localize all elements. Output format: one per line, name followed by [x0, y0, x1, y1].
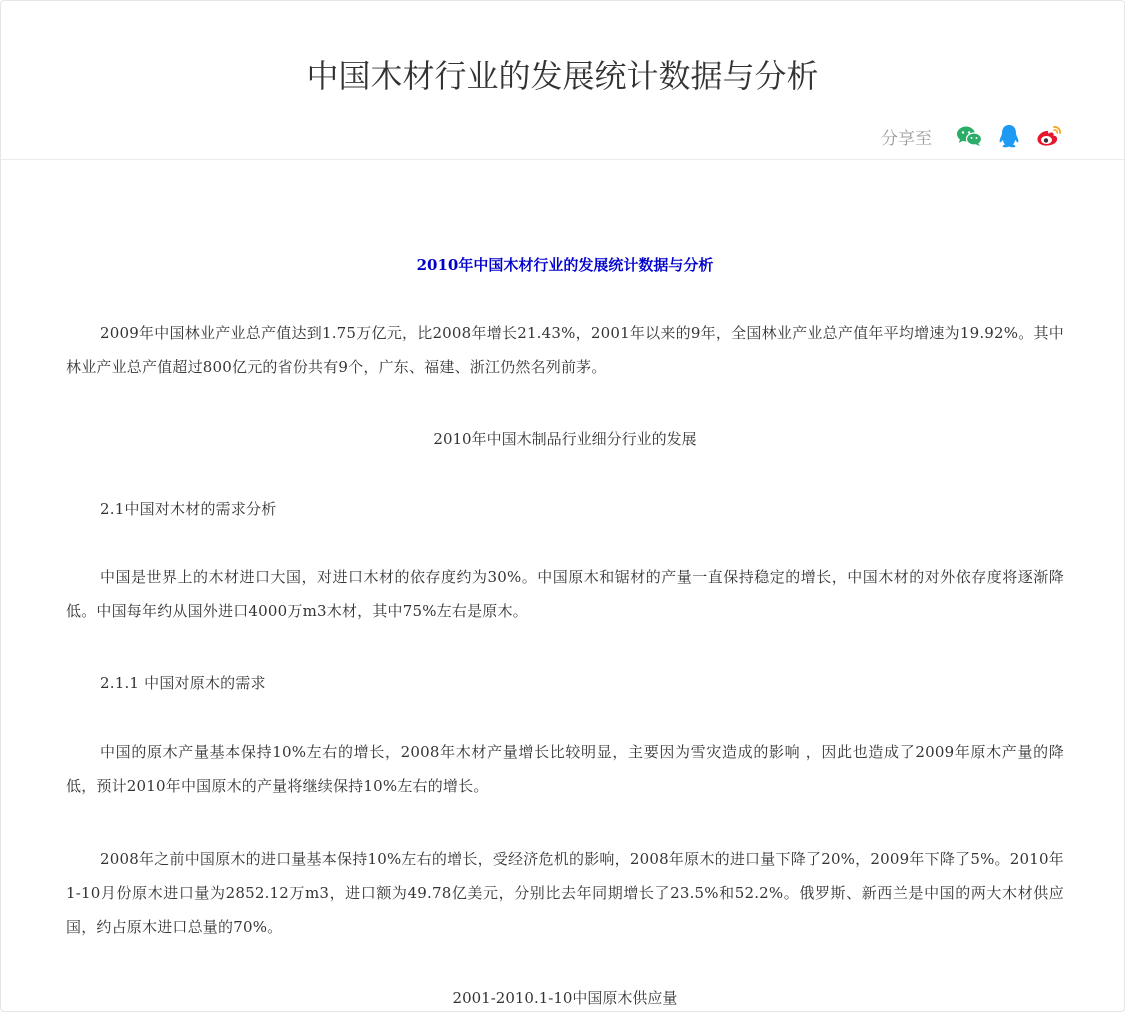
paragraph-2: 中国是世界上的木材进口大国，对进口木材的依存度约为30%。中国原木和锯材的产量一直保持稳定的增长，中国木材的对外依存度将逐渐降低。中国每年约从国外进口4000万m3木材，其中75%左右是原木。: [66, 568, 1064, 620]
share-label: 分享至: [881, 128, 932, 149]
wechat-icon[interactable]: [954, 121, 984, 151]
weibo-icon[interactable]: [1034, 121, 1064, 151]
page-title: 中国木材行业的发展统计数据与分析: [306, 57, 819, 95]
section-heading-4: 2001-2010.1-10中国原木供应量: [452, 989, 678, 1007]
section-heading-2: 2.1中国对木材的需求分析: [100, 500, 277, 518]
paragraph-4: 2008年之前中国原木的进口量基本保持10%左右的增长，受经济危机的影响，2008年原木的进口量下降了20%，2009年下降了5%。2010年1-10月份原木进口量为2852.12万m3，进口额为49.78亿美元，分别比去年同期增长了23.5%和52.2%。俄罗斯、新西兰是中国的两大木材供应国，约占原木进口总量的70%。: [66, 850, 1064, 936]
share-bar: [881, 119, 1064, 153]
paragraph-1: 2009年中国林业产业总产值达到1.75万亿元，比2008年增长21.43%，2001年以来的9年，全国林业产业总产值年平均增速为19.92%。其中林业产业总产值超过800亿元的省份共有9个，广东、福建、浙江仍然名列前茅。: [66, 324, 1064, 376]
paragraph-3: 中国的原木产量基本保持10%左右的增长，2008年木材产量增长比较明显，主要因为雪灾造成的影响 ，因此也造成了2009年原木产量的降低，预计2010年中国原木的产量将继续保持10%左右的增长。: [66, 743, 1064, 795]
qq-icon[interactable]: [994, 121, 1024, 151]
section-heading-1: 2010年中国木制品行业细分行业的发展: [433, 430, 697, 448]
article-subtitle: 2010年中国木材行业的发展统计数据与分析: [416, 256, 714, 274]
article-header: [1, 1, 1124, 160]
section-heading-3: 2.1.1 中国对原木的需求: [100, 674, 266, 692]
